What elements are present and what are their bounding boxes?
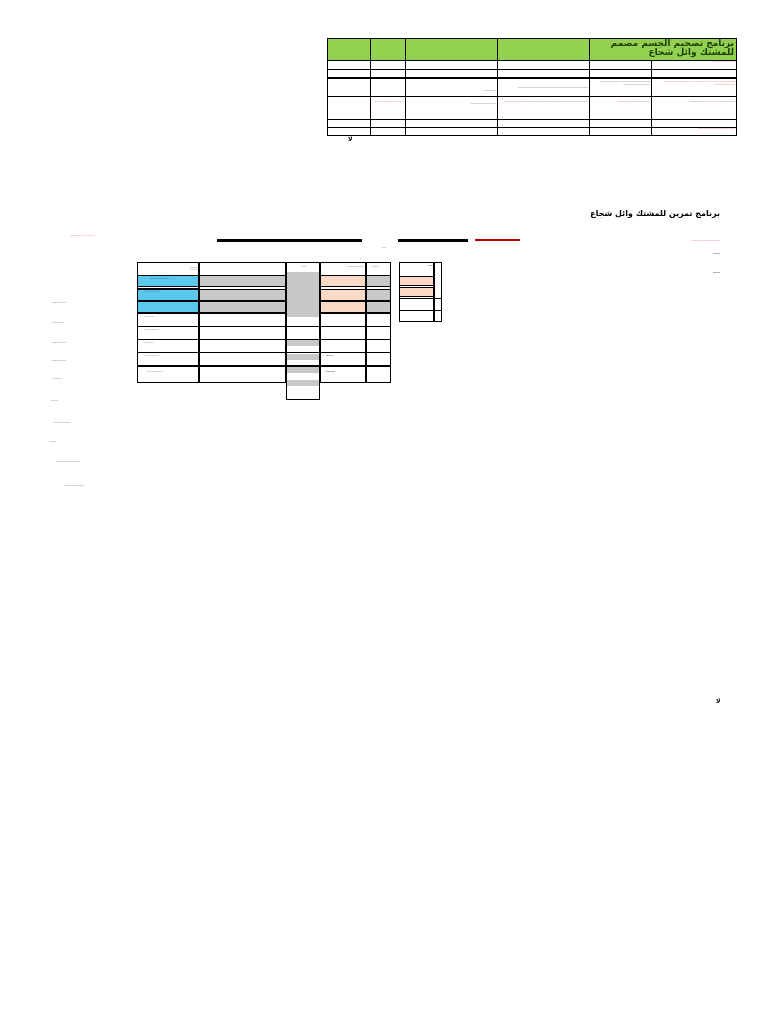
training-title: برنامج تمرين للمشتك وائل شجاع	[590, 209, 720, 218]
table-row: ————— ——————————————————————————— ——————————— ———————— —————————— ——— ——— ———— ————— ——————————— ————————	[328, 78, 737, 96]
peach-cell	[320, 275, 366, 287]
table-row	[328, 69, 737, 78]
highlight-cell	[137, 301, 199, 313]
peach-cell	[320, 289, 366, 301]
grey-cell	[199, 289, 286, 301]
marker-symbol: ﻻ	[716, 698, 721, 705]
peach-cell	[320, 301, 366, 313]
divider-bar	[217, 239, 362, 242]
marker-symbol: ﻻ	[348, 136, 353, 143]
red-note: ——— ——— ——	[712, 60, 736, 63]
grey-cell	[199, 301, 286, 313]
program-title: برنامج تصحيم الجسم مصمم للمشتك وائل شجاع	[590, 39, 737, 61]
divider-bar	[475, 239, 520, 241]
program-table	[327, 38, 737, 136]
table-row: ——————————————	[328, 127, 737, 135]
grey-cell	[199, 275, 286, 287]
table-row	[328, 60, 737, 69]
table-row	[328, 119, 737, 127]
table-header-row	[328, 39, 737, 61]
table-row: ———— ———— ——— —————————— ————————————————————————— ——————— —————— —————— —————— ————— ——————	[328, 96, 737, 119]
divider-bar	[398, 239, 468, 242]
